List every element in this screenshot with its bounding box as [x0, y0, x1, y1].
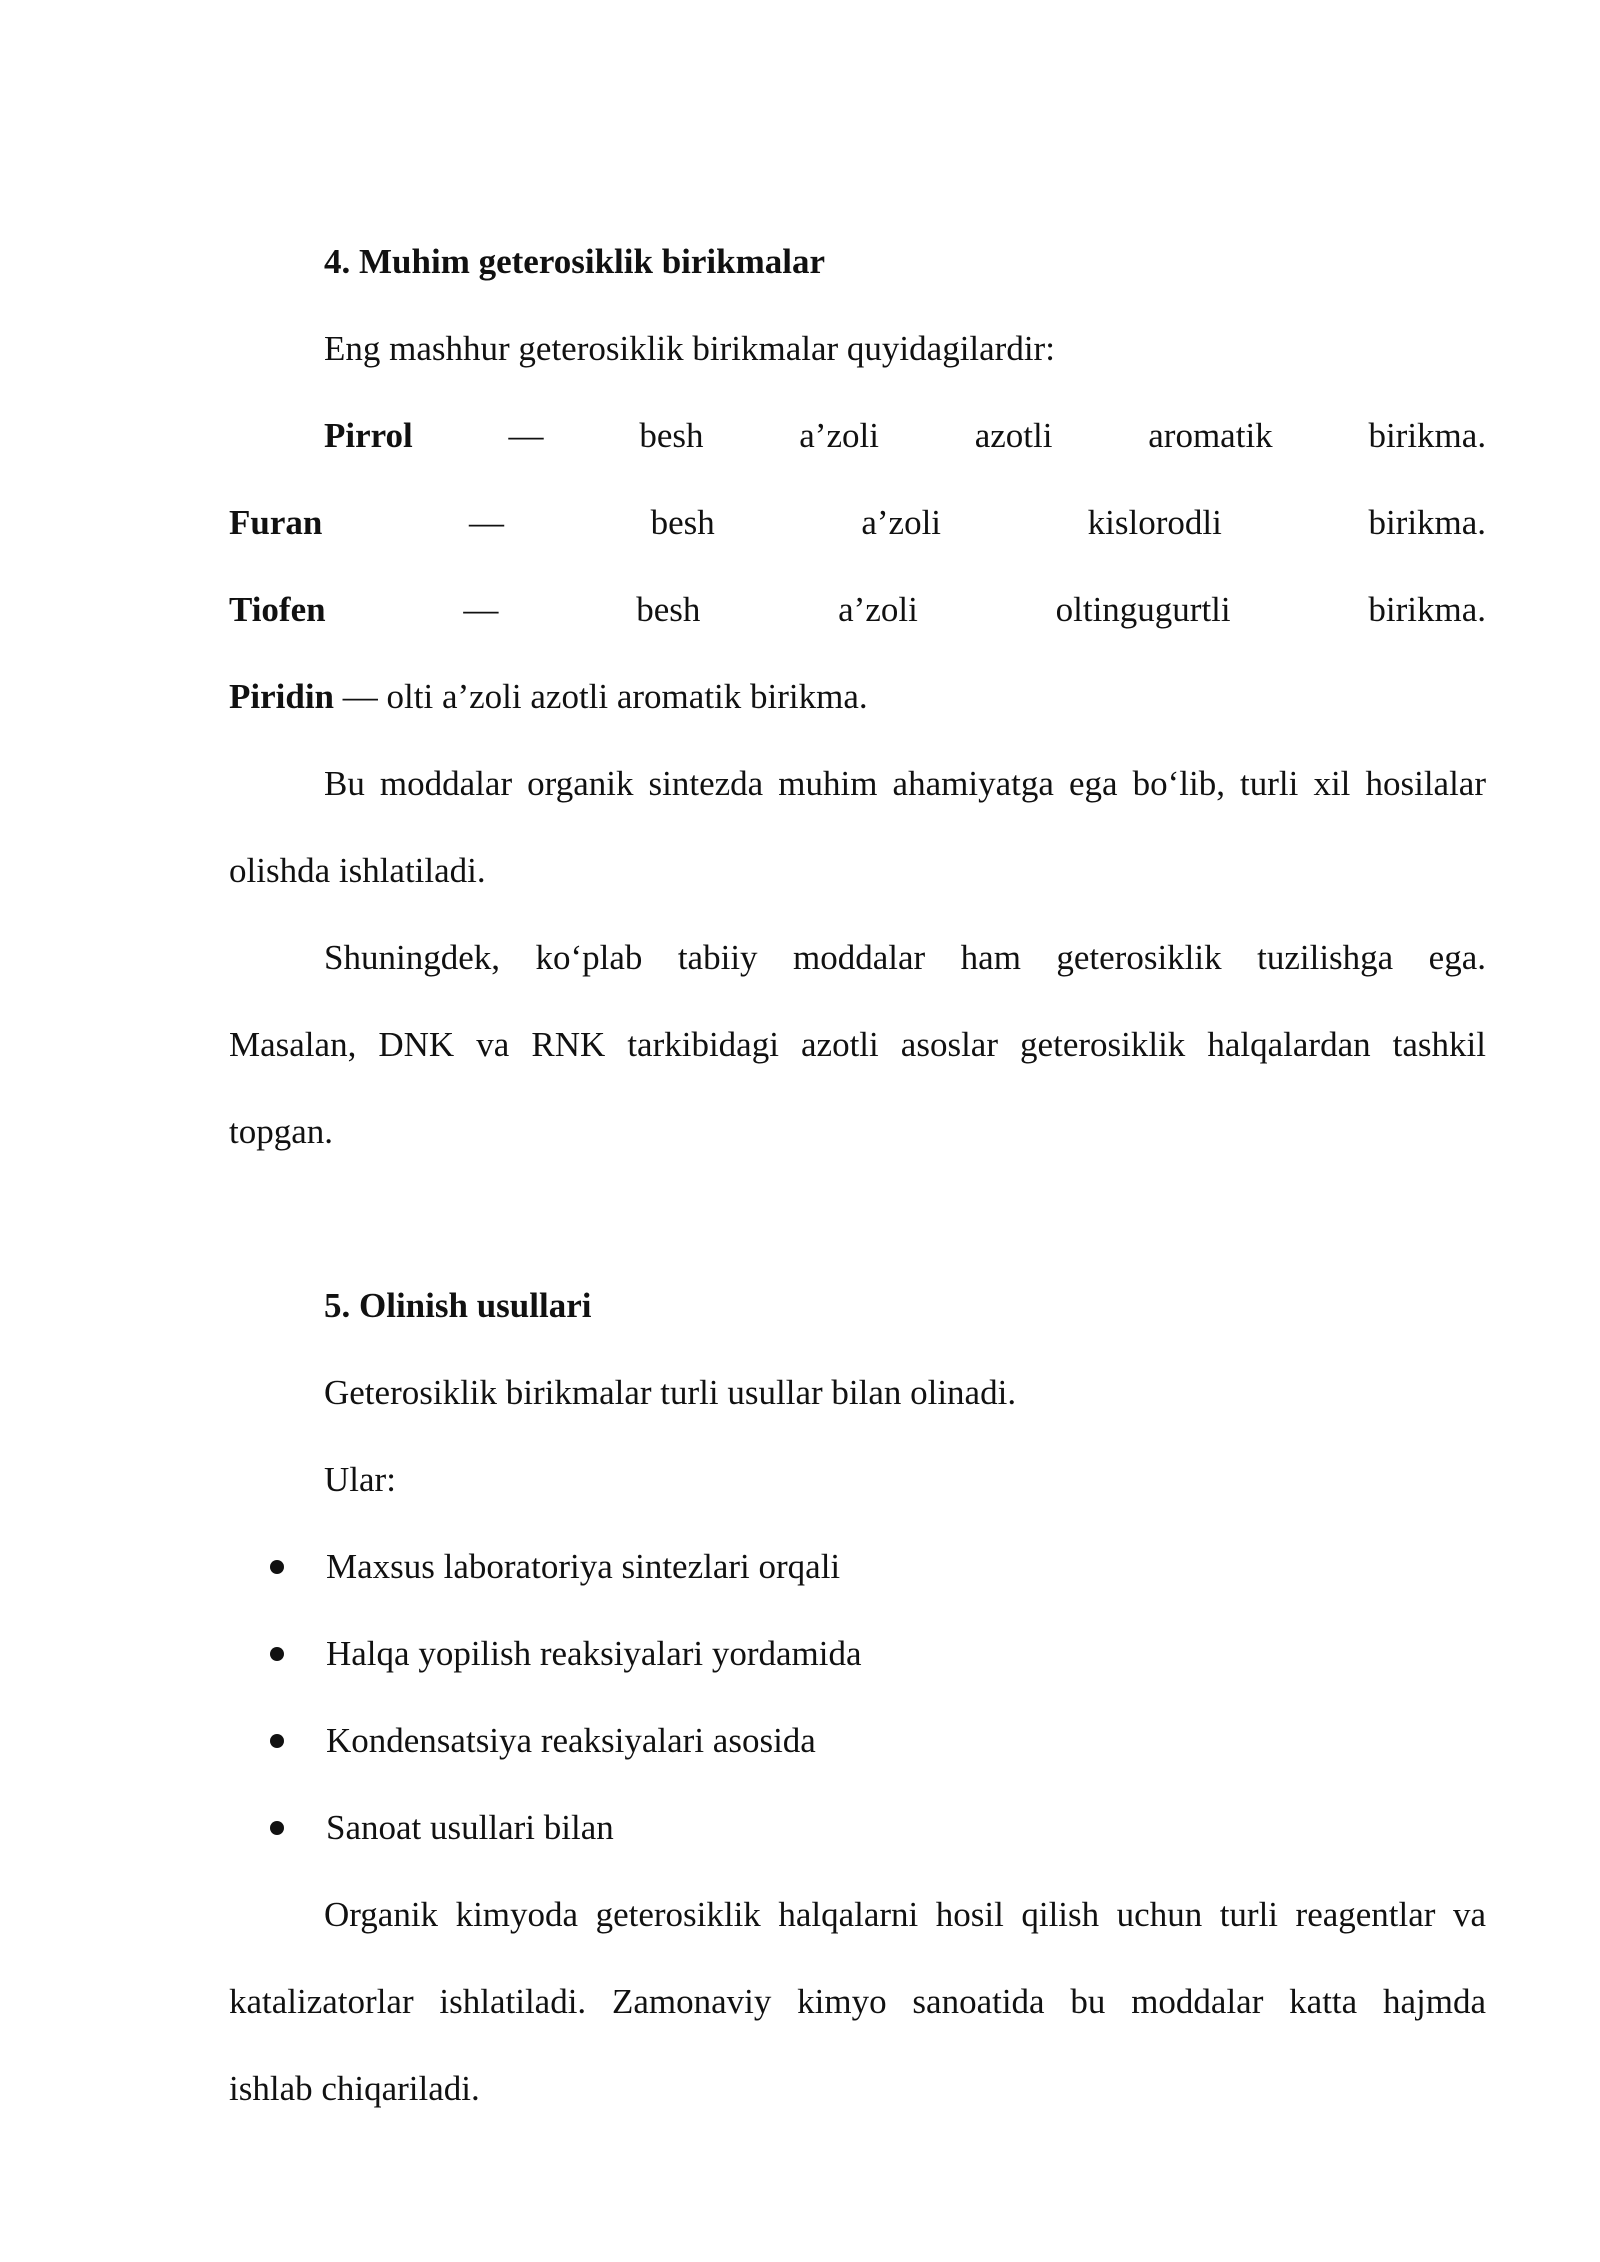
bullet-dot	[270, 1734, 284, 1748]
section-5-lead: Ular:	[324, 1460, 396, 1499]
paragraph-line: Bu moddalar organik sintezda muhim ahamiyatga ega bo‘lib, turli xil hosilalar	[324, 764, 1486, 803]
section-4-heading: 4. Muhim geterosiklik birikmalar	[324, 242, 826, 281]
compound-tiofen: Tiofen — besh a’zoli oltingugurtli birikma.	[229, 590, 1487, 629]
section-5-intro: Geterosiklik birikmalar turli usullar bilan olinadi.	[324, 1373, 1017, 1412]
paragraph-line: Shuningdek, ko‘plab tabiiy moddalar ham geterosiklik tuzilishga ega.	[324, 938, 1486, 977]
compound-name: Piridin	[229, 677, 335, 716]
paragraph-line: katalizatorlar ishlatiladi. Zamonaviy kimyo sanoatida bu moddalar katta hajmda	[229, 1982, 1486, 2021]
compound-furan: Furan — besh a’zoli kislorodli birikma.	[229, 503, 1487, 542]
list-item: Sanoat usullari bilan	[326, 1808, 614, 1847]
compound-piridin: Piridin — olti a’zoli azotli aromatik birikma.	[229, 677, 868, 716]
list-item: Halqa yopilish reaksiyalari yordamida	[326, 1634, 862, 1673]
section-4-intro: Eng mashhur geterosiklik birikmalar quyidagilardir:	[324, 329, 1055, 368]
compound-name: Pirrol	[324, 416, 413, 455]
bullet-dot	[270, 1821, 284, 1835]
paragraph-line: Masalan, DNK va RNK tarkibidagi azotli asoslar geterosiklik halqalardan tashkil	[229, 1025, 1486, 1064]
section-5-heading: 5. Olinish usullari	[324, 1286, 592, 1325]
paragraph-line: topgan.	[229, 1112, 334, 1151]
paragraph-line: olishda ishlatiladi.	[229, 851, 486, 890]
list-item: Maxsus laboratoriya sintezlari orqali	[326, 1547, 841, 1586]
bullet-dot	[270, 1647, 284, 1661]
compound-name: Tiofen	[229, 590, 326, 629]
bullet-dot	[270, 1560, 284, 1574]
paragraph-line: ishlab chiqariladi.	[229, 2069, 480, 2108]
compound-pirrol: Pirrol — besh a’zoli azotli aromatik birikma.	[324, 416, 1487, 455]
list-item: Kondensatsiya reaksiyalari asosida	[326, 1721, 816, 1760]
compound-name: Furan	[229, 503, 323, 542]
paragraph-line: Organik kimyoda geterosiklik halqalarni hosil qilish uchun turli reagentlar va	[324, 1895, 1486, 1934]
